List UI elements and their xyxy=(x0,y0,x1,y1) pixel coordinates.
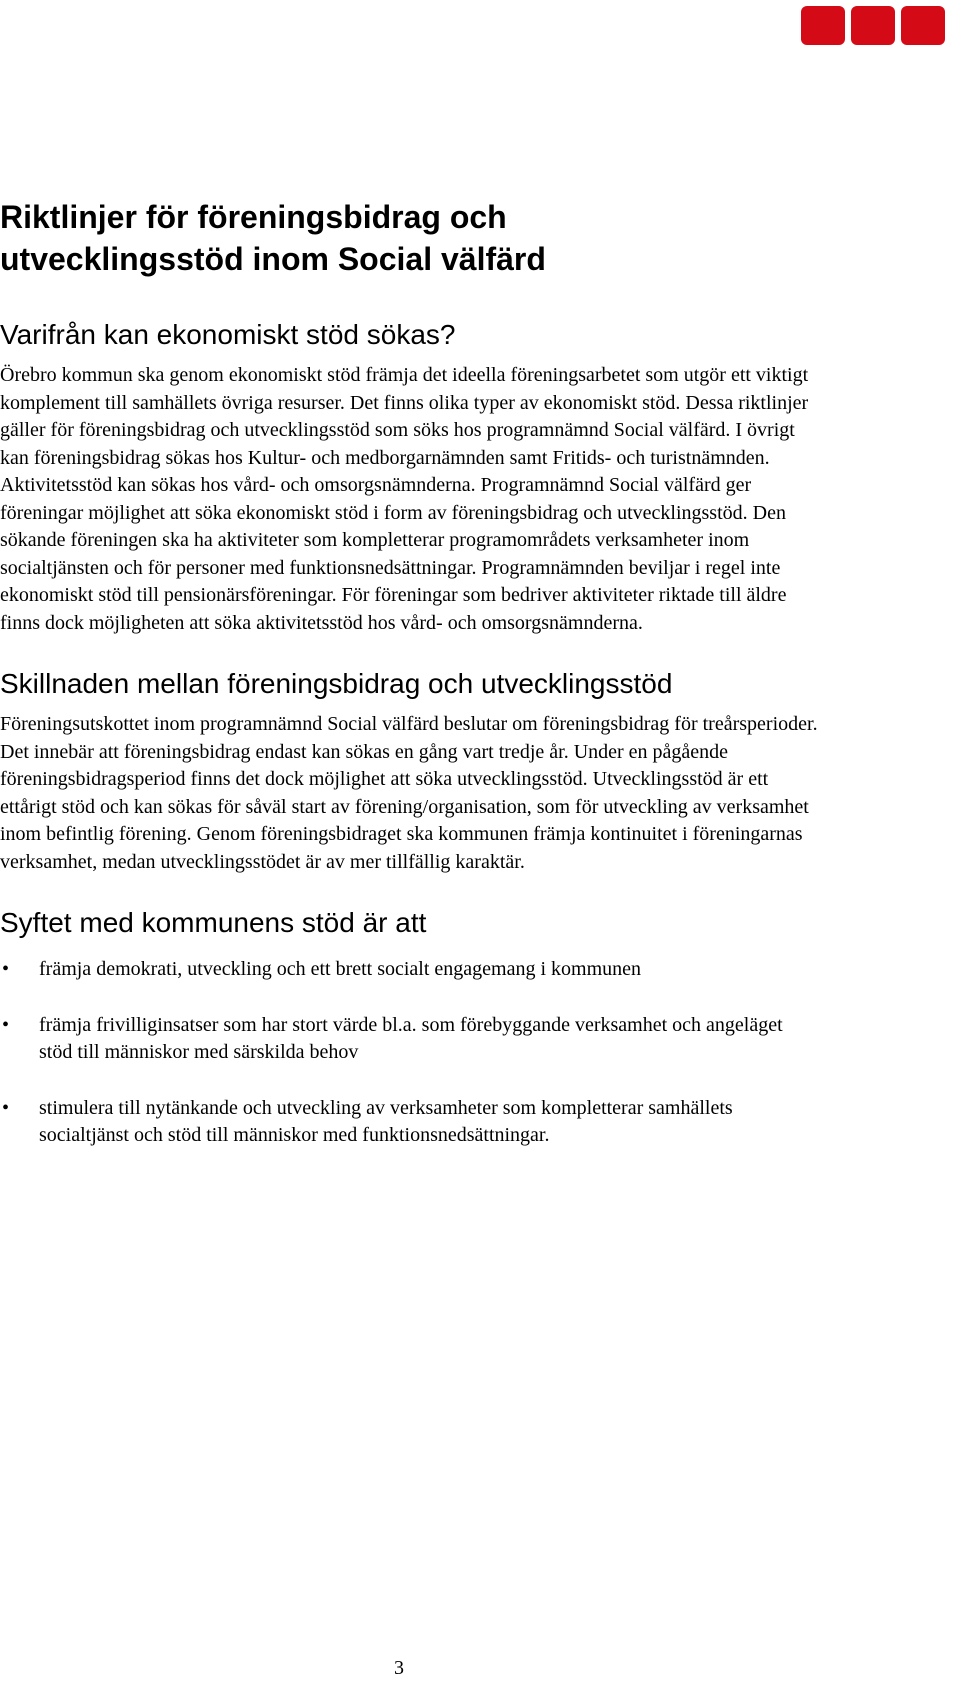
list-item-text: främja demokrati, utveckling och ett brett socialt engagemang i kommunen xyxy=(39,958,642,980)
document-title-line-1: Riktlinjer för föreningsbidrag och xyxy=(0,199,507,235)
bullet-icon: • xyxy=(2,958,10,980)
list-item xyxy=(0,1012,820,1067)
section-paragraph-difference: Föreningsutskottet inom programnämnd Social välfärd beslutar om föreningsbidrag för treårsperioder. Det innebär att föreningsbidrag endast kan sökas en gång vart tredje år. Under en pågående föreningsbidragsperiod finns det dock möjlighet att söka utvecklingsstöd. Utvecklingsstöd är ett ettårigt stöd och kan sökas för såväl start av förening/organisation, som för utveckling av verksamhet inom befintlig förening. Genom föreningsbidraget ska kommunen främja kontinuitet i föreningarnas verksamhet, medan utvecklingsstödet är av mer tillfällig karaktär. xyxy=(0,713,818,873)
logo-block xyxy=(901,6,945,45)
document-body xyxy=(0,196,820,1178)
document-title-line-2: utvecklingsstöd inom Social välfärd xyxy=(0,241,546,277)
list-item xyxy=(0,1095,820,1150)
document-title xyxy=(0,196,820,280)
page-number: 3 xyxy=(394,1657,404,1679)
section-heading-purpose: Syftet med kommunens stöd är att xyxy=(0,907,427,938)
section-heading-source: Varifrån kan ekonomiskt stöd sökas? xyxy=(0,319,456,350)
organization-logo xyxy=(801,6,945,45)
list-item-text: stimulera till nytänkande och utveckling av verksamheter som kompletterar samhällets socialtjänst och stöd till människor med funktionsnedsättningar. xyxy=(39,1096,733,1146)
list-item-text: främja frivilliginsatser som har stort värde bl.a. som förebyggande verksamhet och angeläget stöd till människor med särskilda behov xyxy=(39,1013,783,1063)
section-heading-difference: Skillnaden mellan föreningsbidrag och utvecklingsstöd xyxy=(0,668,673,699)
purpose-bullet-list xyxy=(0,956,820,1150)
logo-block xyxy=(801,6,845,45)
bullet-icon: • xyxy=(2,1013,10,1036)
bullet-icon: • xyxy=(2,1096,10,1119)
logo-block xyxy=(851,6,895,45)
list-item xyxy=(0,956,820,984)
section-paragraph-source: Örebro kommun ska genom ekonomiskt stöd främja det ideella föreningsarbetet som utgör ett viktigt komplement till samhällets övriga resurser. Det finns olika typer av ekonomiskt stöd. Dessa riktlinjer gäller för föreningsbidrag och utvecklingsstöd som söks hos programnämnd Social välfärd. I övrigt kan föreningsbidrag sökas hos Kultur- och medborgarnämnden samt Fritids- och turistnämnden. Aktivitetsstöd kan sökas hos vård- och omsorgsnämnderna. Programnämnd Social välfärd ger föreningar möjlighet att söka ekonomiskt stöd i form av föreningsbidrag och utvecklingsstöd. Den sökande föreningen ska ha aktiviteter som kompletterar programområdets verksamheter inom socialtjänsten och för personer med funktionsnedsättningar. Programnämnden beviljar i regel inte ekonomiskt stöd till pensionärsföreningar. För föreningar som bedriver aktiviteter riktade till äldre finns dock möjligheten att söka aktivitetsstöd hos vård- och omsorgsnämnderna. xyxy=(0,364,809,634)
